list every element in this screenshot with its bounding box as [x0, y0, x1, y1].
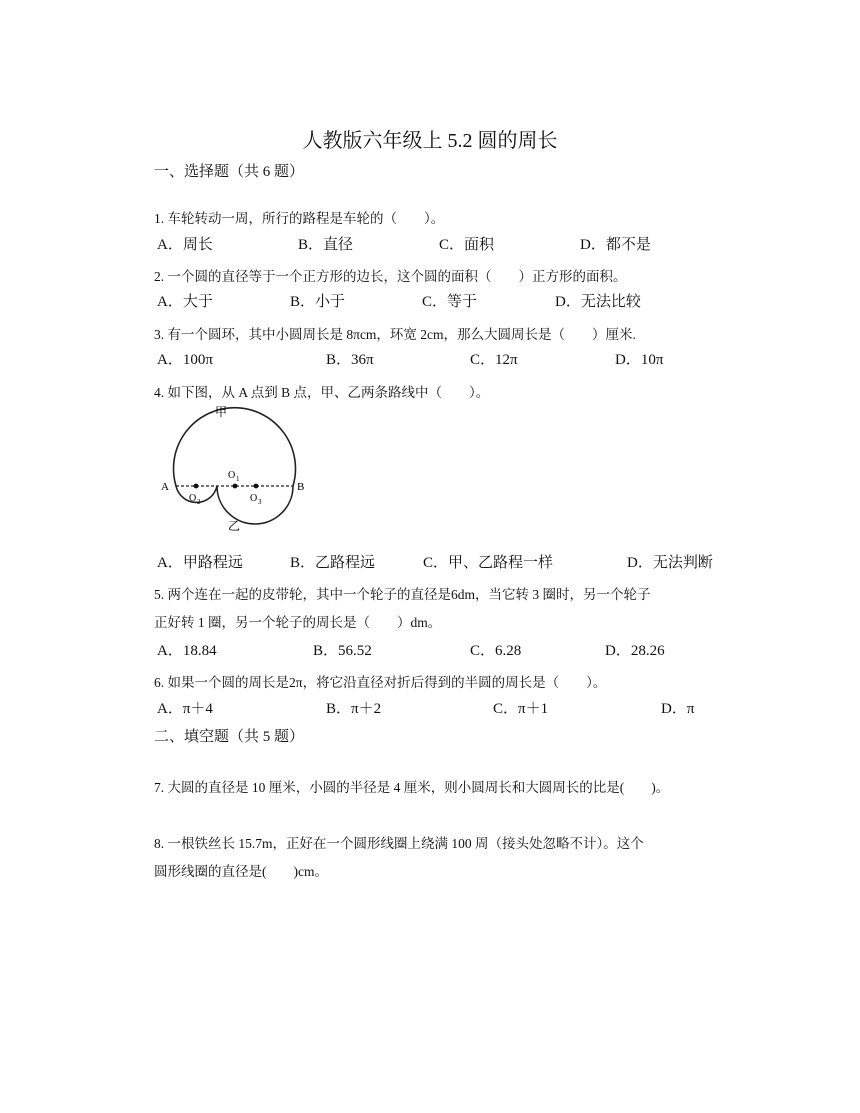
q1-option-d: D．都不是: [580, 237, 651, 253]
q2-option-d: D．无法比较: [555, 294, 641, 310]
center-o3-dot: [254, 484, 259, 489]
label-o2: O: [189, 493, 197, 504]
q5-option-d: D．28.26: [605, 643, 665, 659]
center-o2-dot: [194, 484, 199, 489]
question-8-stem-line2: 圆形线圈的直径是( )cm。: [154, 864, 328, 879]
q4-option-c: C．甲、乙路程一样: [423, 555, 554, 571]
question-2-stem: 2. 一个圆的直径等于一个正方形的边长，这个圆的面积（ ）正方形的面积。: [154, 269, 627, 284]
q6-option-d: D．π: [661, 701, 695, 717]
q3-option-b: B．36π: [326, 352, 374, 368]
q5-option-b: B．56.52: [313, 643, 372, 659]
q1-option-b: B．直径: [298, 237, 354, 253]
q4-option-b: B．乙路程远: [290, 555, 376, 571]
q3-option-a: A．100π: [157, 352, 213, 368]
q6-option-c: C．π＋1: [493, 701, 549, 717]
label-b: B: [297, 481, 305, 493]
label-jia: 甲: [215, 405, 228, 419]
q5-option-a: A．18.84: [157, 643, 217, 659]
q1-option-a: A．周长: [157, 237, 213, 253]
center-o1-dot: [233, 484, 238, 489]
question-7-stem: 7. 大圆的直径是 10 厘米，小圆的半径是 4 厘米，则小圆周长和大圆周长的比是( )。: [154, 780, 670, 795]
question-3-stem: 3. 有一个圆环，其中小圆周长是 8πcm，环宽 2cm，那么大圆周长是（ ）厘米.: [154, 327, 636, 342]
question-5-stem-line1: 5. 两个连在一起的皮带轮，其中一个轮子的直径是6dm，当它转 3 圈时，另一个轮子: [154, 587, 651, 602]
q1-option-c: C．面积: [439, 237, 495, 253]
label-o1: O: [228, 470, 236, 481]
q3-option-d: D．10π: [615, 352, 664, 368]
q6-option-a: A．π＋4: [157, 701, 213, 717]
q6-option-b: B．π＋2: [326, 701, 382, 717]
q2-option-a: A．大于: [157, 294, 213, 310]
q5-option-c: C．6.28: [470, 643, 522, 659]
question-5-stem-line2: 正好转 1 圈，另一个轮子的周长是（ ）dm。: [154, 615, 442, 630]
question-1-stem: 1. 车轮转动一周，所行的路程是车轮的（ ）。: [154, 211, 445, 226]
question-6-stem: 6. 如果一个圆的周长是2π，将它沿直径对折后得到的半圆的周长是（ ）。: [154, 675, 607, 690]
label-o1-sub: 1: [236, 475, 240, 483]
path-comparison-figure: [156, 404, 316, 536]
question-8-stem-line1: 8. 一根铁丝长 15.7m，正好在一个圆形线圈上绕满 100 周（接头处忽略不计）。这个: [154, 836, 644, 851]
label-yi: 乙: [228, 519, 241, 533]
label-a: A: [161, 481, 169, 493]
q2-option-b: B．小于: [290, 294, 346, 310]
page-title: 人教版六年级上 5.2 圆的周长: [302, 130, 558, 152]
q4-option-d: D．无法判断: [627, 555, 713, 571]
label-o3-sub: 3: [258, 498, 262, 506]
question-4-stem: 4. 如下图，从 A 点到 B 点，甲、乙两条路线中（ ）。: [154, 385, 490, 400]
label-o3: O: [250, 493, 258, 504]
q3-option-c: C．12π: [470, 352, 518, 368]
section-heading-fill: 二、填空题（共 5 题）: [154, 729, 305, 745]
section-heading-choice: 一、选择题（共 6 题）: [154, 164, 305, 180]
q4-option-a: A．甲路程远: [157, 555, 243, 571]
q2-option-c: C．等于: [422, 294, 478, 310]
label-o2-sub: 2: [197, 498, 201, 506]
